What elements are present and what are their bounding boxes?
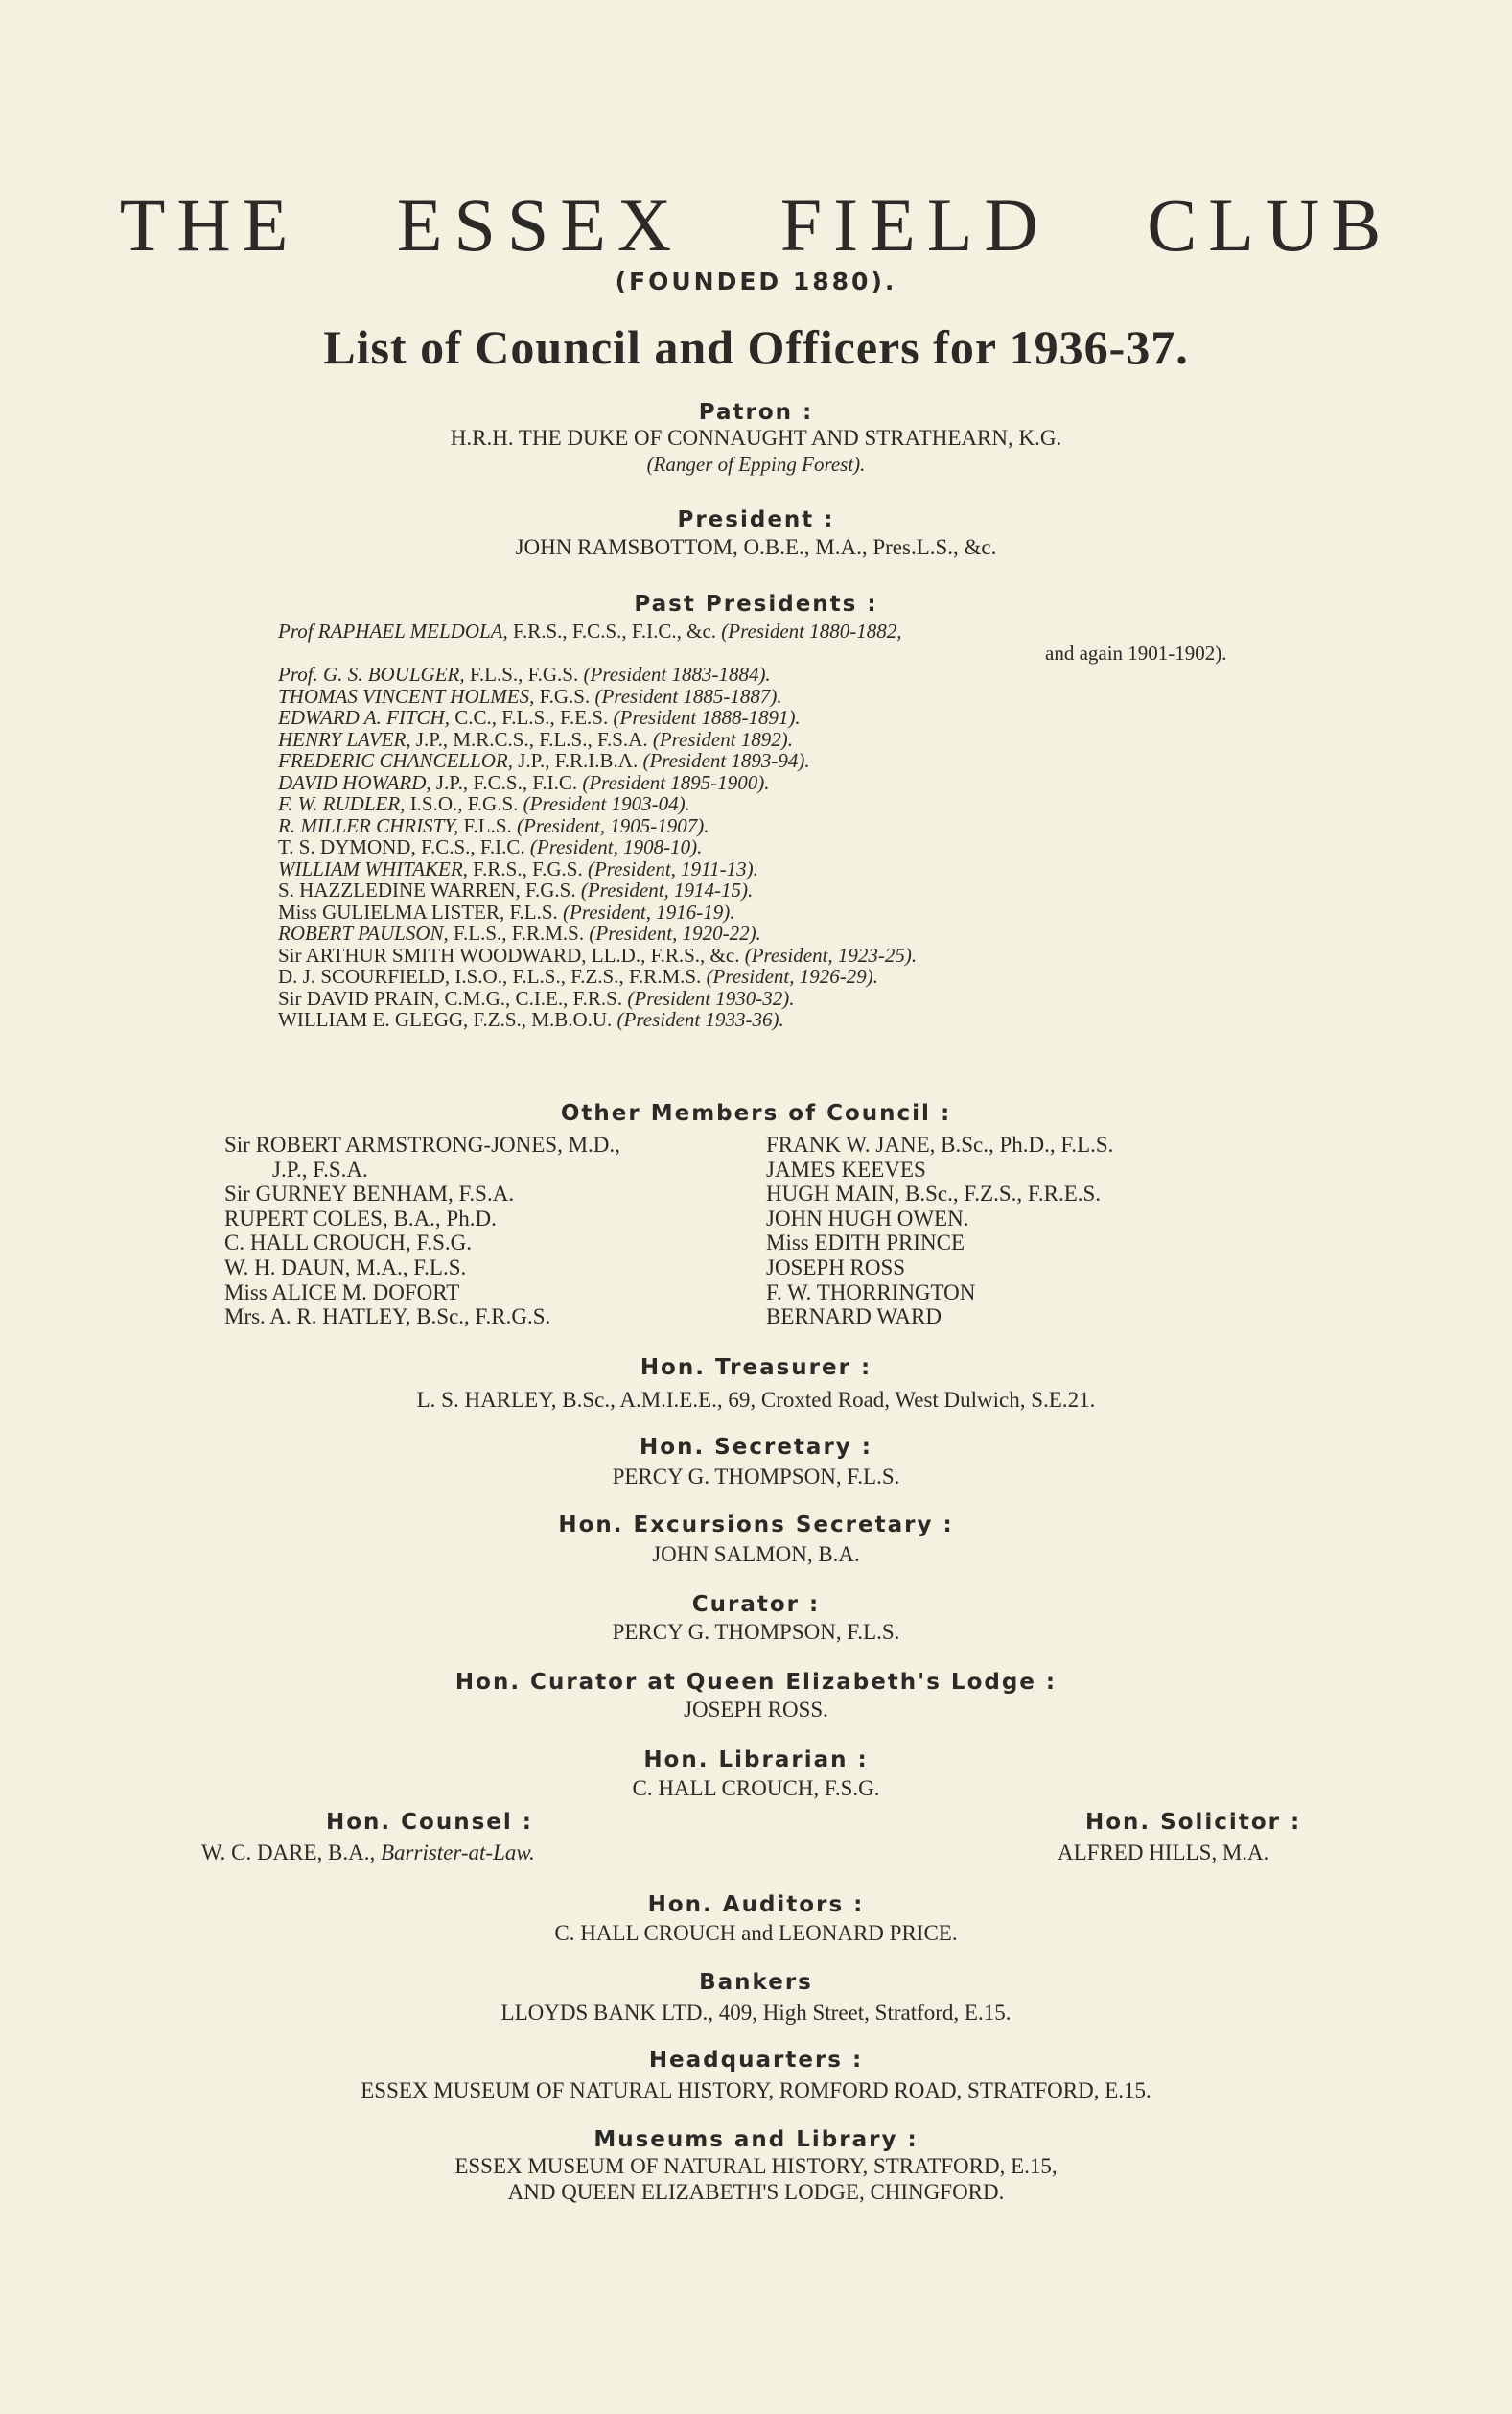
librarian-heading: Hon. Librarian : [643,1747,869,1772]
curator-heading: Curator : [691,1592,821,1617]
solicitor-heading: Hon. Solicitor : [1085,1810,1302,1835]
list-item: W. H. DAUN, M.A., F.L.S. [224,1254,467,1279]
list-item: JOHN HUGH OWEN. [766,1206,969,1230]
solicitor-name: ALFRED HILLS, M.A. [1058,1840,1269,1864]
list-item: T. S. DYMOND, F.C.S., F.I.C. (President, 1908-10). [278,835,703,858]
list-item: DAVID HOWARD, J.P., F.C.S., F.I.C. (President 1895-1900). [278,770,770,794]
lodge-curator-heading: Hon. Curator at Queen Elizabeth's Lodge : [454,1670,1058,1695]
list-item: THOMAS VINCENT HOLMES, F.G.S. (President 1885-1887). [278,684,782,708]
list-item: EDWARD A. FITCH, C.C., F.L.S., F.E.S. (President 1888-1891). [278,706,801,729]
list-item: Miss EDITH PRINCE [766,1230,965,1255]
counsel-name-text: W. C. DARE, B.A., [201,1840,376,1864]
list-item: HUGH MAIN, B.Sc., F.Z.S., F.R.E.S. [766,1182,1102,1207]
list-item: S. HAZZLEDINE WARREN, F.G.S. (President, 1914-15). [278,879,754,902]
list-item: R. MILLER CHRISTY, F.L.S. (President, 1905-1907). [278,813,709,837]
museums-line-1: ESSEX MUSEUM OF NATURAL HISTORY, STRATFORD, E.15, [454,2154,1058,2178]
patron-note: (Ranger of Epping Forest). [646,453,866,476]
museums-line-2: AND QUEEN ELIZABETH'S LODGE, CHINGFORD. [507,2180,1005,2204]
list-item: Sir ROBERT ARMSTRONG-JONES, M.D., [224,1133,620,1157]
council-heading: Other Members of Council : [560,1101,952,1126]
list-item: Miss GULIELMA LISTER, F.L.S. (President, 1916-19). [278,900,735,924]
president-name: JOHN RAMSBOTTOM, O.B.E., M.A., Pres.L.S., &c. [515,535,997,559]
list-item: Prof RAPHAEL MELDOLA, F.R.S., F.C.S., F.I.C., &c. (President 1880-1882, [278,620,902,643]
list-item: HENRY LAVER, J.P., M.R.C.S., F.L.S., F.S.A. (President 1892). [278,727,794,751]
list-item: WILLIAM E. GLEGG, F.Z.S., M.B.O.U. (President 1933-36). [278,1008,784,1031]
list-item: Prof. G. S. BOULGER, F.L.S., F.G.S. (President 1883-1884). [278,663,771,686]
founded-line: (FOUNDED 1880). [615,268,897,295]
council-left-column [224,1133,620,1329]
list-item: WILLIAM WHITAKER, F.R.S., F.G.S. (President, 1911-13). [278,856,758,880]
headquarters-name: ESSEX MUSEUM OF NATURAL HISTORY, ROMFORD ROAD, STRATFORD, E.15. [361,2078,1151,2102]
bankers-name: LLOYDS BANK LTD., 409, High Street, Stratford, E.15. [500,2001,1012,2025]
list-item: JAMES KEEVES [766,1157,926,1182]
list-item: and again 1901-1902). [1045,641,1227,665]
counsel-role: Barrister-at-Law. [381,1840,535,1864]
bankers-heading: Bankers [699,1970,813,1995]
secretary-name: PERCY G. THOMPSON, F.L.S. [612,1465,900,1488]
past-presidents-heading: Past Presidents : [634,592,878,617]
headquarters-heading: Headquarters : [648,2048,864,2073]
lodge-curator-name: JOSEPH ROSS. [684,1698,828,1722]
patron-heading: Patron : [698,400,814,425]
list-item: D. J. SCOURFIELD, I.S.O., F.L.S., F.Z.S., F.R.M.S. (President, 1926-29). [278,965,878,988]
counsel-name [201,1840,535,1865]
list-item: JOSEPH ROSS [766,1254,906,1279]
list-item: Sir GURNEY BENHAM, F.S.A. [224,1182,515,1207]
auditors-name: C. HALL CROUCH and LEONARD PRICE. [554,1921,958,1945]
secretary-heading: Hon. Secretary : [640,1435,872,1460]
treasurer-heading: Hon. Treasurer : [640,1355,872,1380]
list-item: FREDERIC CHANCELLOR, J.P., F.R.I.B.A. (President 1893-94). [278,749,810,772]
list-item: J.P., F.S.A. [272,1157,368,1182]
excursions-secretary-name: JOHN SALMON, B.A. [652,1542,860,1566]
past-presidents-list [278,621,1323,1031]
patron-name: H.R.H. THE DUKE OF CONNAUGHT AND STRATHEARN, K.G. [450,426,1062,450]
list-item: BERNARD WARD [766,1304,942,1329]
list-item: Sir ARTHUR SMITH WOODWARD, LL.D., F.R.S., &c. (President, 1923-25). [278,943,918,967]
list-item: ROBERT PAULSON, F.L.S., F.R.M.S. (President, 1920-22). [278,922,761,945]
list-item: C. HALL CROUCH, F.S.G. [224,1230,473,1255]
museums-heading: Museums and Library : [593,2127,919,2152]
council-right-column [766,1133,1113,1329]
auditors-heading: Hon. Auditors : [647,1892,865,1917]
list-item: F. W. RUDLER, I.S.O., F.G.S. (President 1903-04). [278,792,690,815]
list-item: RUPERT COLES, B.A., Ph.D. [224,1206,497,1230]
curator-name: PERCY G. THOMPSON, F.L.S. [612,1620,900,1644]
counsel-heading: Hon. Counsel : [326,1810,533,1835]
librarian-name: C. HALL CROUCH, F.S.G. [632,1776,880,1800]
treasurer-name: L. S. HARLEY, B.Sc., A.M.I.E.E., 69, Croxted Road, West Dulwich, S.E.21. [416,1388,1096,1412]
list-item: Mrs. A. R. HATLEY, B.Sc., F.R.G.S. [224,1304,551,1329]
club-title: THE ESSEX FIELD CLUB [119,183,1393,267]
list-item: FRANK W. JANE, B.Sc., Ph.D., F.L.S. [766,1133,1114,1157]
list-subtitle: List of Council and Officers for 1936-37. [323,320,1189,374]
excursions-secretary-heading: Hon. Excursions Secretary : [558,1512,954,1537]
list-item: F. W. THORRINGTON [766,1279,976,1304]
president-heading: President : [677,507,835,532]
list-item: Miss ALICE M. DOFORT [224,1279,460,1304]
list-item: Sir DAVID PRAIN, C.M.G., C.I.E., F.R.S. (President 1930-32). [278,986,795,1010]
